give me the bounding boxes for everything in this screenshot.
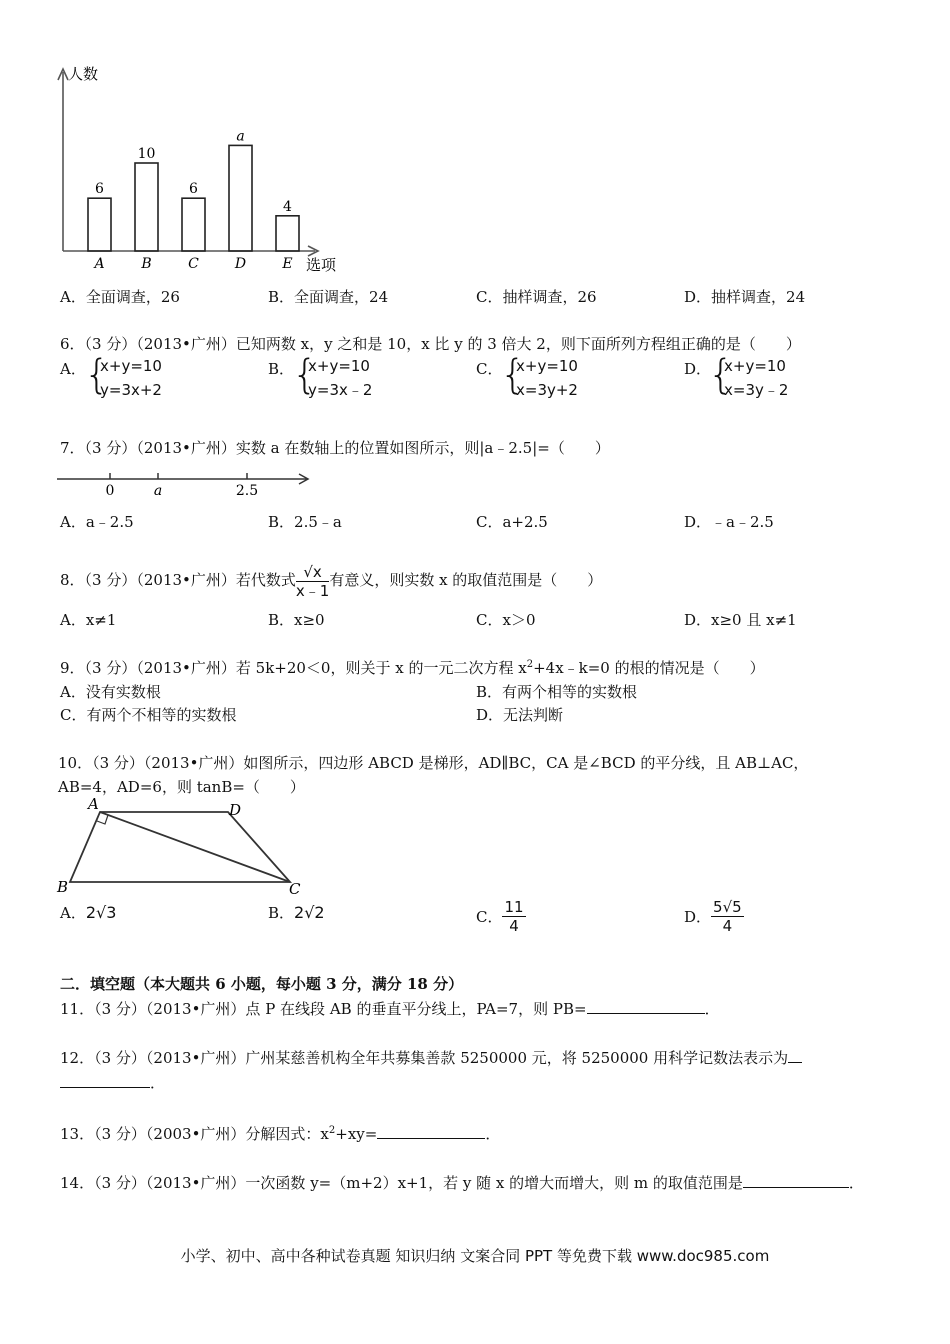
q12-answer-blank-end[interactable] <box>60 1073 150 1088</box>
tick-label-2.5: 2.5 <box>235 483 259 499</box>
trapezoid-figure <box>55 795 315 900</box>
q6-option-b-system[interactable]: x+y=10 y=3x﹣2 <box>308 357 373 399</box>
bar-B <box>135 163 158 251</box>
q6-option-a-system[interactable]: x+y=10 y=3x+2 <box>100 357 162 399</box>
q11: 11．（3 分）（2013•广州）点 P 在线段 AB 的垂直平分线上，PA=7，则 PB= ． <box>60 1000 720 1018</box>
q5-option-b[interactable]: B．全面调查，24 <box>268 288 389 306</box>
q10-option-a[interactable]: A．2√3 <box>60 903 117 922</box>
q8-stem: 8．（3 分）（2013•广州）若代数式 $\frac{√x}{x﹣1}$ 有意义，则实数 x 的取值范围是（ ） <box>60 562 603 600</box>
bar-chart <box>50 60 350 275</box>
tick-label-0: 0 <box>105 483 115 499</box>
category-label-E: E <box>282 256 293 272</box>
x-axis-label: 选项 <box>306 256 337 274</box>
q14-answer-blank[interactable] <box>743 1173 849 1188</box>
q12: 12．（3 分）（2013•广州）广州某慈善机构全年共募集善款 5250000 元，将 5250000 用科学记数法表示为 <box>60 1047 802 1068</box>
q6-option-b-brace: { <box>292 352 318 398</box>
q7-option-a[interactable]: A．a﹣2.5 <box>60 513 134 531</box>
category-label-C: C <box>188 256 199 272</box>
q6-stem: 6．（3 分）（2013•广州）已知两数 x，y 之和是 10，x 比 y 的 3 倍大 2，则下面所列方程组正确的是（ ） <box>60 335 801 353</box>
q10-option-c[interactable]: C． $\frac{11}{4}$ <box>476 898 524 935</box>
category-label-B: B <box>141 256 152 272</box>
q6-option-a-brace: { <box>84 352 110 398</box>
q9-option-b[interactable]: B．有两个相等的实数根 <box>476 683 638 701</box>
q12-cont: ． <box>60 1072 165 1093</box>
q13: 13．（3 分）（2003•广州）分解因式：$x^2+xy=$ ． <box>60 1125 501 1143</box>
q6-option-d-system[interactable]: x+y=10 x=3y﹣2 <box>724 357 789 399</box>
q9-option-a[interactable]: A．没有实数根 <box>60 683 161 701</box>
vertex-c: C <box>289 880 301 898</box>
q7-stem: 7．（3 分）（2013•广州）实数 a 在数轴上的位置如图所示，则|a﹣2.5|=（ ） <box>60 439 610 457</box>
category-label-D: D <box>234 256 247 272</box>
q6-option-a-letter[interactable]: A． <box>60 360 86 378</box>
bar-A <box>88 198 111 251</box>
y-axis-label: 人数 <box>68 65 99 83</box>
q6-option-b-letter[interactable]: B． <box>268 360 295 378</box>
number-line <box>55 468 320 500</box>
vertex-b: B <box>57 878 69 896</box>
q6-option-d-brace: { <box>708 352 734 398</box>
bar-E <box>276 216 299 251</box>
q7-option-b[interactable]: B．2.5﹣a <box>268 513 342 531</box>
q9-option-c[interactable]: C．有两个不相等的实数根 <box>60 706 237 724</box>
q6-option-c-brace: { <box>500 352 526 398</box>
tick-label-a: a <box>153 483 163 499</box>
q10-stem-line2: AB=4，AD=6，则 tanB=（ ） <box>58 778 305 796</box>
q8-fraction: $\frac{√x}{x﹣1}$ <box>295 562 330 600</box>
q8-option-b[interactable]: B．x≥0 <box>268 611 325 629</box>
q7-option-c[interactable]: C．a+2.5 <box>476 513 548 531</box>
category-label-A: A <box>94 256 105 272</box>
q8-option-a[interactable]: A．x≠1 <box>60 611 117 629</box>
q5-option-d[interactable]: D．抽样调查，24 <box>684 288 806 306</box>
q9-option-d[interactable]: D．无法判断 <box>476 706 564 724</box>
q12-answer-blank-start[interactable] <box>788 1048 802 1063</box>
bar-label-A: 6 <box>95 181 104 198</box>
q8-option-d[interactable]: D．x≥0 且 x≠1 <box>684 611 797 629</box>
bar-D <box>229 145 252 251</box>
q10-option-b[interactable]: B．2√2 <box>268 903 325 922</box>
q9-stem: 9．（3 分）（2013•广州）若 5k+20＜0，则关于 x 的一元二次方程 $x^2+4x﹣k=0$ 的根的情况是（ ） <box>60 659 765 677</box>
bar-C <box>182 198 205 251</box>
q8-option-c[interactable]: C．x＞0 <box>476 611 536 629</box>
q13-answer-blank[interactable] <box>377 1124 485 1139</box>
q6-option-d-letter[interactable]: D． <box>684 360 712 378</box>
diagonal-ac <box>100 812 290 882</box>
q5-option-a[interactable]: A．全面调查，26 <box>60 288 180 306</box>
bar-label-C: 6 <box>189 181 198 198</box>
trapezoid-abcd <box>70 812 290 882</box>
q6-option-c-system[interactable]: x+y=10 x=3y+2 <box>516 357 578 399</box>
bar-label-E: 4 <box>283 198 292 215</box>
section-2-title: 二．填空题（本大题共 6 小题，每小题 3 分，满分 18 分） <box>60 975 464 993</box>
vertex-d: D <box>229 801 242 819</box>
q5-option-c[interactable]: C．抽样调查，26 <box>476 288 597 306</box>
footer-link[interactable]: 小学、初中、高中各种试卷真题 知识归纳 文案合同 PPT 等免费下载 www.doc985.com <box>180 1247 770 1265</box>
q10-stem-line1: 10．（3 分）（2013•广州）如图所示，四边形 ABCD 是梯形，AD∥BC，CA 是∠BCD 的平分线，且 AB⊥AC， <box>58 754 809 772</box>
q6-option-c-letter[interactable]: C． <box>476 360 503 378</box>
vertex-a: A <box>88 795 99 813</box>
q11-answer-blank[interactable] <box>587 999 705 1014</box>
q14: 14．（3 分）（2013•广州）一次函数 y=（m+2）x+1，若 y 随 x 的增大而增大，则 m 的取值范围是 ． <box>60 1174 864 1192</box>
bar-label-D: a <box>236 128 245 145</box>
q10-option-d[interactable]: D． $\frac{5√5}{4}$ <box>684 898 742 935</box>
bar-label-B: 10 <box>137 146 156 162</box>
q7-option-d[interactable]: D．﹣a﹣2.5 <box>684 513 774 531</box>
